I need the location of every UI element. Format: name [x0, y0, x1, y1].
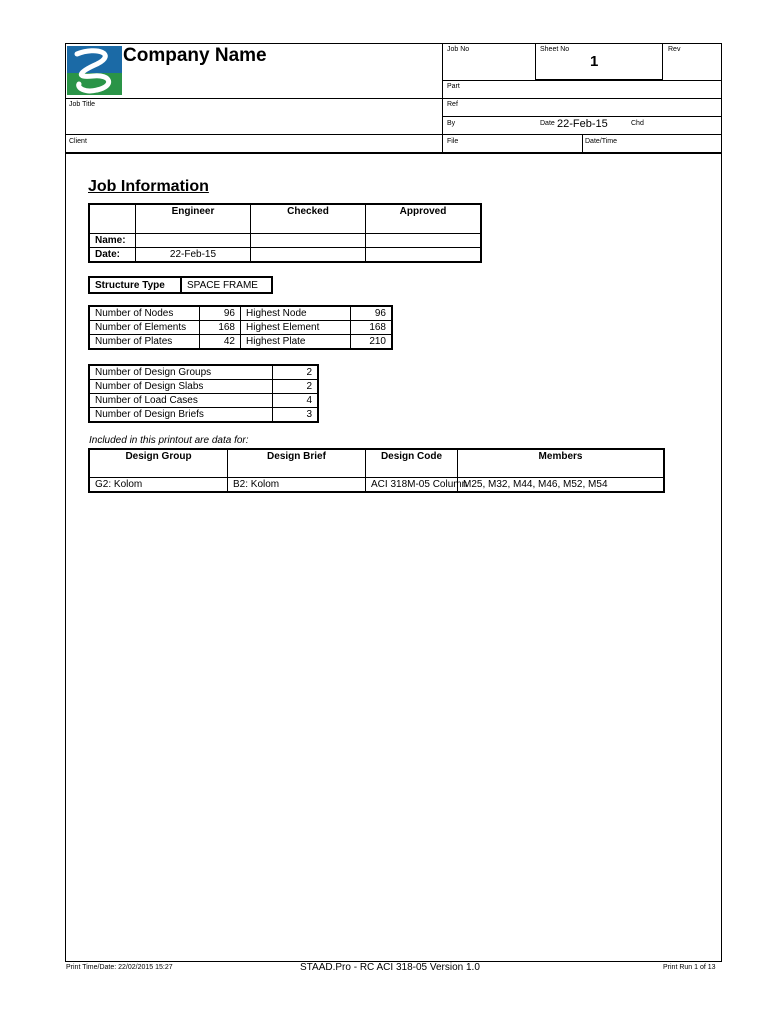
sheet-no-value: 1	[590, 53, 599, 70]
table-row	[89, 204, 481, 234]
print-time: Print Time/Date: 22/02/2015 15:27	[66, 964, 173, 971]
design-table	[88, 448, 665, 493]
design-counts-table	[88, 364, 319, 423]
table-row	[89, 277, 272, 293]
divider	[442, 43, 443, 153]
model-counts-table	[88, 305, 393, 350]
column-header: Members	[458, 449, 665, 478]
datetime-label: Date/Time	[585, 138, 618, 145]
job-no-label: Job No	[447, 46, 470, 53]
divider	[442, 116, 722, 117]
engineer-date: 22-Feb-15	[136, 248, 251, 263]
program-name: STAAD.Pro - RC ACI 318-05 Version 1.0	[300, 962, 480, 973]
divider	[582, 134, 583, 153]
column-header: Checked	[251, 204, 366, 234]
divider	[442, 80, 722, 81]
client-label: Client	[69, 138, 87, 145]
table-row	[89, 234, 481, 248]
structure-type-label: Structure Type	[89, 277, 181, 293]
table-row: Number of Design Briefs 3	[89, 408, 318, 423]
divider	[65, 134, 722, 135]
column-header: Approved	[366, 204, 482, 234]
column-header: Design Group	[89, 449, 228, 478]
table-row: Number of Load Cases 4	[89, 394, 318, 408]
row-label: Date:	[89, 248, 136, 263]
column-header: Engineer	[136, 204, 251, 234]
job-title-label: Job Title	[69, 101, 96, 108]
table-row: Number of Nodes 96 Highest Node 96	[89, 306, 392, 321]
table-row: Number of Design Slabs 2	[89, 380, 318, 394]
table-row: G2: Kolom B2: Kolom ACI 318M-05 Column M25, M32, M44, M46, M52, M54	[89, 478, 664, 493]
section-heading: Job Information	[88, 178, 209, 195]
file-label: File	[447, 138, 459, 145]
part-label: Part	[447, 83, 460, 90]
sheet-no-label: Sheet No	[540, 46, 570, 53]
structure-type-value: SPACE FRAME	[181, 277, 272, 293]
table-row: Number of Design Groups 2	[89, 365, 318, 380]
chd-label: Chd	[631, 120, 644, 127]
rev-label: Rev	[668, 46, 681, 53]
job-info-table	[88, 203, 482, 263]
table-row	[89, 449, 664, 478]
row-label: Name:	[89, 234, 136, 248]
by-label: By	[447, 120, 456, 127]
column-header: Design Code	[366, 449, 458, 478]
table-row	[89, 248, 481, 263]
ref-label: Ref	[447, 101, 458, 108]
table-row: Number of Elements 168 Highest Element 168	[89, 321, 392, 335]
divider	[65, 152, 722, 154]
included-caption: Included in this printout are data for:	[89, 435, 249, 446]
date-label: Date	[540, 120, 555, 127]
column-header: Design Brief	[228, 449, 366, 478]
print-run: Print Run 1 of 13	[663, 964, 716, 971]
table-row: Number of Plates 42 Highest Plate 210	[89, 335, 392, 350]
company-name: Company Name	[123, 45, 267, 66]
divider	[65, 98, 722, 99]
date-value: 22-Feb-15	[557, 118, 608, 130]
company-logo	[67, 46, 122, 95]
structure-type-table	[88, 276, 273, 294]
